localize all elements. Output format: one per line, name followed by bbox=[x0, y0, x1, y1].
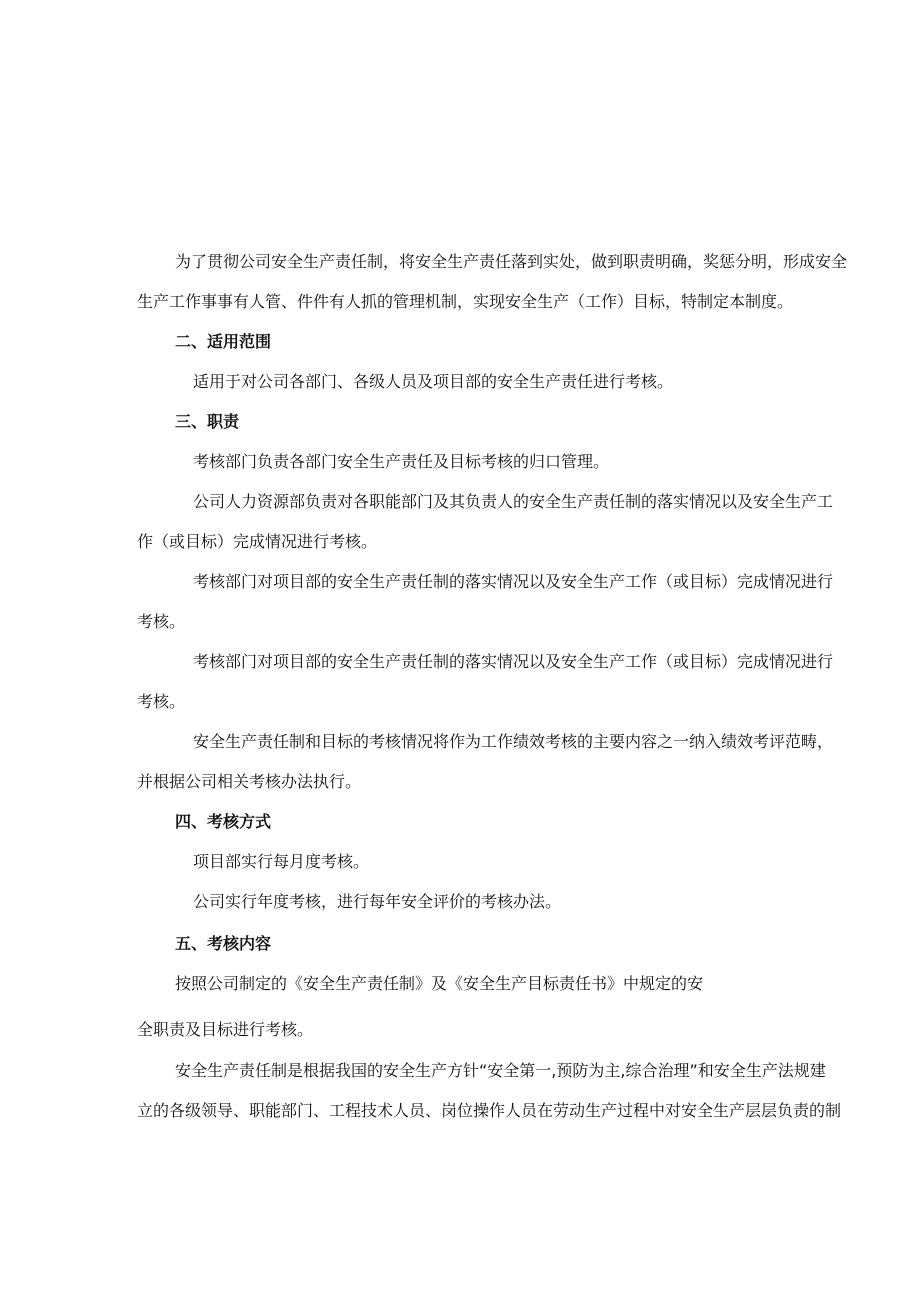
duties-paragraph-3-line-2: 考核。 bbox=[137, 612, 186, 631]
section-heading-content: 五、考核内容 bbox=[175, 934, 272, 953]
duties-paragraph-2-line-2: 作（或目标）完成情况进行考核。 bbox=[137, 532, 378, 551]
duties-paragraph-2-line-1: 公司人力资源部负责对各职能部门及其负责人的安全生产责任制的落实情况以及安全生产工 bbox=[193, 492, 834, 511]
method-paragraph-2: 公司实行年度考核，进行每年安全评价的考核办法。 bbox=[193, 892, 562, 911]
intro-line-1: 为了贯彻公司安全生产责任制，将安全生产责任落到实处，做到职责明确，奖惩分明，形成安全 bbox=[175, 252, 848, 271]
duties-paragraph-5-line-2: 并根据公司相关考核办法执行。 bbox=[137, 772, 362, 791]
section-heading-method: 四、考核方式 bbox=[175, 812, 272, 831]
method-paragraph-1: 项目部实行每月度考核。 bbox=[193, 852, 370, 871]
duties-paragraph-4-line-1: 考核部门对项目部的安全生产责任制的落实情况以及安全生产工作（或目标）完成情况进行 bbox=[193, 652, 834, 671]
intro-line-2: 生产工作事事有人管、件件有人抓的管理机制，实现安全生产（工作）目标，特制定本制度。 bbox=[137, 292, 794, 311]
section-heading-duties: 三、职责 bbox=[175, 412, 240, 431]
duties-paragraph-3-line-1: 考核部门对项目部的安全生产责任制的落实情况以及安全生产工作（或目标）完成情况进行 bbox=[193, 572, 834, 591]
content-paragraph-1-line-2: 全职责及目标进行考核。 bbox=[137, 1020, 314, 1039]
content-paragraph-1-line-1: 按照公司制定的《安全生产责任制》及《安全生产目标责任书》中规定的安 bbox=[175, 974, 704, 993]
scope-paragraph: 适用于对公司各部门、各级人员及项目部的安全生产责任进行考核。 bbox=[193, 372, 674, 391]
duties-paragraph-5-line-1: 安全生产责任制和目标的考核情况将作为工作绩效考核的主要内容之一纳入绩效考评范畴， bbox=[193, 732, 834, 751]
duties-paragraph-4-line-2: 考核。 bbox=[137, 692, 186, 711]
section-heading-scope: 二、适用范围 bbox=[175, 332, 272, 351]
content-paragraph-2-line-2: 立的各级领导、职能部门、工程技术人员、岗位操作人员在劳动生产过程中对安全生产层层负责的制 bbox=[137, 1101, 842, 1120]
content-paragraph-2-line-1: 安全生产责任制是根据我国的安全生产方针“安全第一,预防为主,综合治理”和安全生产法规建 bbox=[175, 1061, 826, 1080]
duties-paragraph-1: 考核部门负责各部门安全生产责任及目标考核的归口管理。 bbox=[193, 452, 610, 471]
